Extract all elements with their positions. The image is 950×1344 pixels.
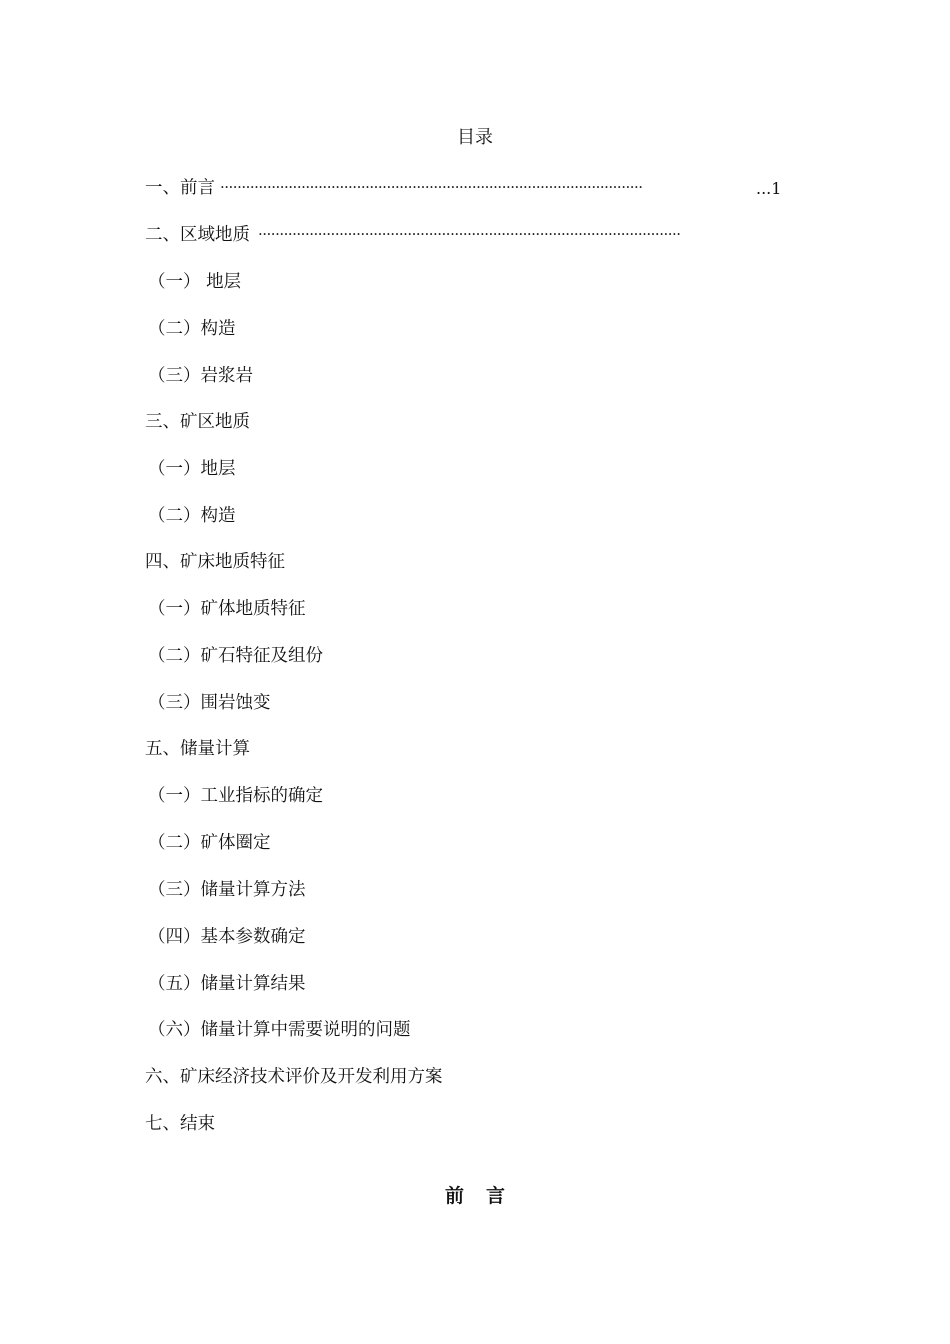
toc-entry-basic-parameters[interactable]: （四）基本参数确定 — [148, 927, 306, 947]
toc-entry-calculation-method[interactable]: （三）储量计算方法 — [148, 880, 306, 900]
toc-entry-regional-structure[interactable]: （二）构造 — [148, 319, 236, 339]
toc-entry-deposit-features[interactable]: 四、矿床地质特征 — [145, 552, 285, 572]
toc-entry-industrial-indicators[interactable]: （一）工业指标的确定 — [148, 786, 323, 806]
toc-entry-wallrock-alteration[interactable]: （三）围岩蚀变 — [148, 693, 271, 713]
section-heading-preface: 前言 — [444, 1185, 527, 1207]
toc-entry-regional-geology[interactable]: 二、区域地质 — [145, 225, 250, 245]
toc-entry-mine-geology[interactable]: 三、矿区地质 — [145, 412, 250, 432]
toc-title: 目录 — [457, 127, 493, 148]
toc-entry-ore-composition[interactable]: （二）矿石特征及组份 — [148, 646, 323, 666]
toc-entry-calculation-results[interactable]: （五）储量计算结果 — [148, 974, 306, 994]
toc-page-number-preface: ...1 — [756, 179, 782, 198]
toc-entry-economic-evaluation[interactable]: 六、矿床经济技术评价及开发利用方案 — [145, 1067, 443, 1087]
toc-entry-calculation-notes[interactable]: （六）储量计算中需要说明的问题 — [148, 1020, 411, 1040]
toc-entry-reserve-calculation[interactable]: 五、储量计算 — [145, 739, 250, 759]
toc-entry-mine-structure[interactable]: （二）构造 — [148, 506, 236, 526]
toc-entry-regional-strata[interactable]: （一） 地层 — [148, 272, 242, 292]
toc-entry-orebody-features[interactable]: （一）矿体地质特征 — [148, 599, 306, 619]
toc-entry-orebody-delineation[interactable]: （二）矿体圈定 — [148, 833, 271, 853]
toc-entry-conclusion[interactable]: 七、结束 — [145, 1114, 215, 1134]
toc-entry-preface[interactable]: 一、前言 — [145, 178, 215, 198]
toc-entry-mine-strata[interactable]: （一）地层 — [148, 459, 236, 479]
toc-entry-magmatic-rock[interactable]: （三）岩浆岩 — [148, 366, 253, 386]
toc-leader-preface: ··································································································· — [220, 178, 643, 196]
toc-leader-regional-geology: ··································································································· — [258, 225, 681, 243]
